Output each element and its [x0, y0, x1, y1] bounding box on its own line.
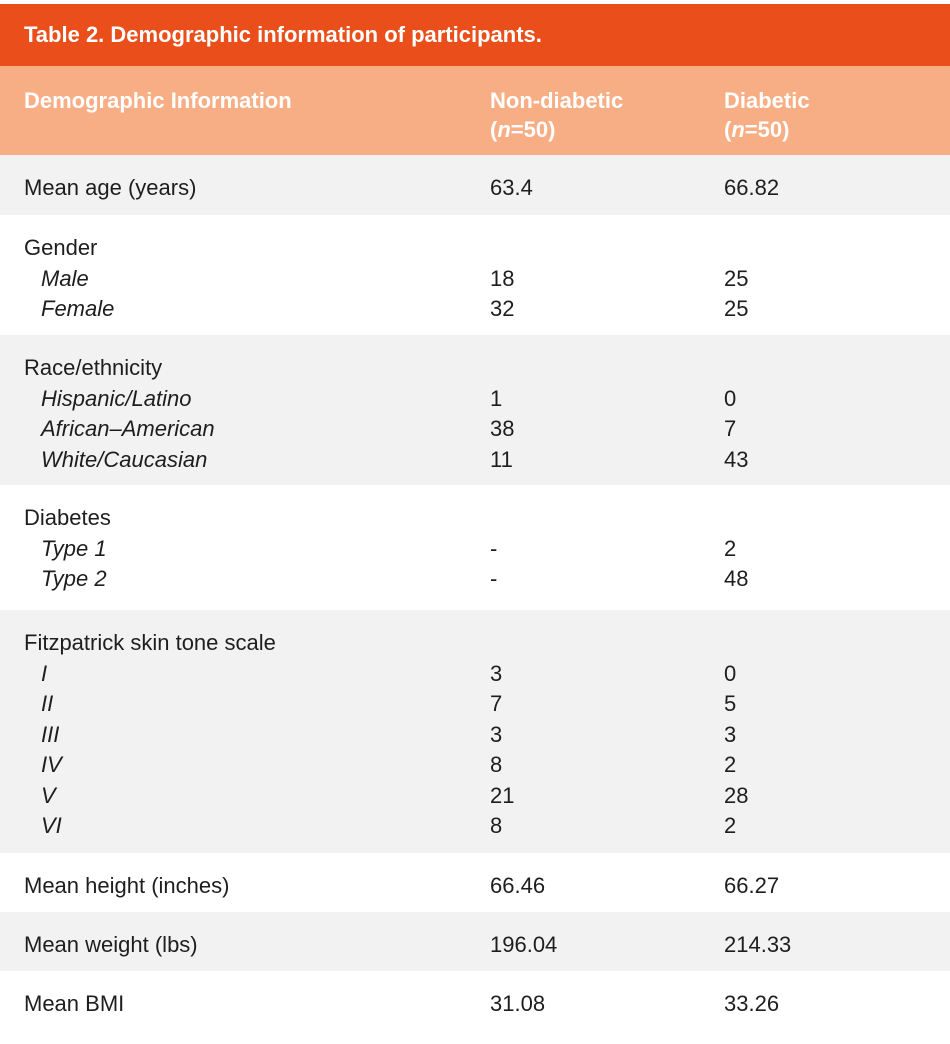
row-label: Mean weight (lbs) — [24, 932, 198, 957]
row-label — [24, 353, 215, 475]
value: 2 — [724, 813, 737, 838]
row-label — [24, 628, 276, 842]
table-row-mean-bmi — [0, 971, 950, 1033]
header-non-diabetic-count: =50) — [510, 117, 556, 142]
table-row-gender — [0, 215, 950, 335]
row-non-diabetic-value: 196.04 — [490, 932, 558, 957]
group-label: Race/ethnicity — [24, 355, 163, 380]
group-label: Diabetes — [24, 505, 111, 530]
value: 3 — [490, 721, 503, 747]
table-row-mean-age — [0, 155, 950, 215]
row-label: Mean age (years) — [24, 175, 197, 200]
value: - — [490, 535, 498, 561]
header-demographic: Demographic Information — [24, 88, 292, 113]
value: 0 — [724, 660, 737, 686]
table-row-mean-height — [0, 853, 950, 912]
sub-label: VI — [41, 813, 62, 838]
row-diabetic-values — [724, 503, 748, 595]
header-non-diabetic — [490, 86, 623, 144]
value: 28 — [724, 782, 749, 808]
row-non-diabetic-values — [490, 503, 497, 595]
value: 2 — [724, 535, 737, 561]
sub-label: I — [41, 660, 48, 686]
header-non-diabetic-n: n — [497, 117, 511, 142]
row-non-diabetic-values — [490, 353, 514, 475]
value: 25 — [724, 296, 749, 321]
group-label: Gender — [24, 235, 98, 260]
value: 3 — [724, 721, 737, 747]
row-non-diabetic-value: 66.46 — [490, 873, 546, 898]
sub-label: White/Caucasian — [41, 446, 208, 472]
header-diabetic-n: n — [731, 117, 745, 142]
row-label: Mean height (inches) — [24, 873, 230, 898]
row-diabetic-value: 33.26 — [724, 991, 780, 1016]
sub-label: Hispanic/Latino — [41, 385, 192, 411]
row-diabetic-value: 66.82 — [724, 175, 780, 200]
value: 32 — [490, 296, 515, 321]
row-diabetic-values — [724, 353, 748, 475]
header-diabetic-count: =50) — [744, 117, 790, 142]
table-caption: Table 2. Demographic information of participants. — [0, 4, 950, 66]
value: 21 — [490, 782, 515, 808]
value: 3 — [490, 660, 503, 686]
header-diabetic — [724, 86, 810, 144]
value: 7 — [490, 691, 503, 716]
value: 38 — [490, 416, 515, 441]
sub-label: Male — [41, 265, 89, 291]
row-non-diabetic-value: 63.4 — [490, 175, 533, 200]
value: 1 — [490, 385, 503, 411]
header-diabetic-title: Diabetic — [724, 88, 810, 113]
table-row-diabetes — [0, 485, 950, 610]
value: 2 — [724, 752, 737, 777]
sub-label: African–American — [41, 416, 215, 441]
row-diabetic-values — [724, 628, 748, 842]
row-label — [24, 503, 111, 595]
sub-label: Type 1 — [41, 535, 107, 561]
header-diabetic-open: ( — [724, 117, 732, 142]
sub-label: V — [41, 782, 56, 808]
sub-label: III — [41, 721, 60, 747]
sub-label: Type 2 — [41, 566, 107, 591]
value: 5 — [724, 691, 737, 716]
row-diabetic-value: 214.33 — [724, 932, 792, 957]
table-row-race — [0, 335, 950, 485]
table-row-fitzpatrick — [0, 610, 950, 853]
row-label — [24, 233, 114, 325]
group-label: Fitzpatrick skin tone scale — [24, 630, 276, 655]
value: 18 — [490, 265, 515, 291]
sub-label: IV — [41, 752, 62, 777]
sub-label: II — [41, 691, 54, 716]
value: 0 — [724, 385, 737, 411]
table-header — [0, 66, 950, 155]
value: 7 — [724, 416, 737, 441]
row-non-diabetic-value: 31.08 — [490, 991, 546, 1016]
header-non-diabetic-open: ( — [490, 117, 498, 142]
row-non-diabetic-values — [490, 233, 514, 325]
value: 48 — [724, 566, 749, 591]
row-non-diabetic-values — [490, 628, 514, 842]
header-non-diabetic-title: Non-diabetic — [490, 88, 624, 113]
row-label: Mean BMI — [24, 991, 125, 1016]
value: 8 — [490, 752, 503, 777]
value: 43 — [724, 446, 749, 472]
table-row-mean-weight — [0, 912, 950, 971]
row-diabetic-value: 66.27 — [724, 873, 780, 898]
row-diabetic-values — [724, 233, 748, 325]
value: 25 — [724, 265, 749, 291]
value: - — [490, 566, 498, 591]
value: 8 — [490, 813, 503, 838]
value: 11 — [490, 446, 513, 472]
sub-label: Female — [41, 296, 115, 321]
